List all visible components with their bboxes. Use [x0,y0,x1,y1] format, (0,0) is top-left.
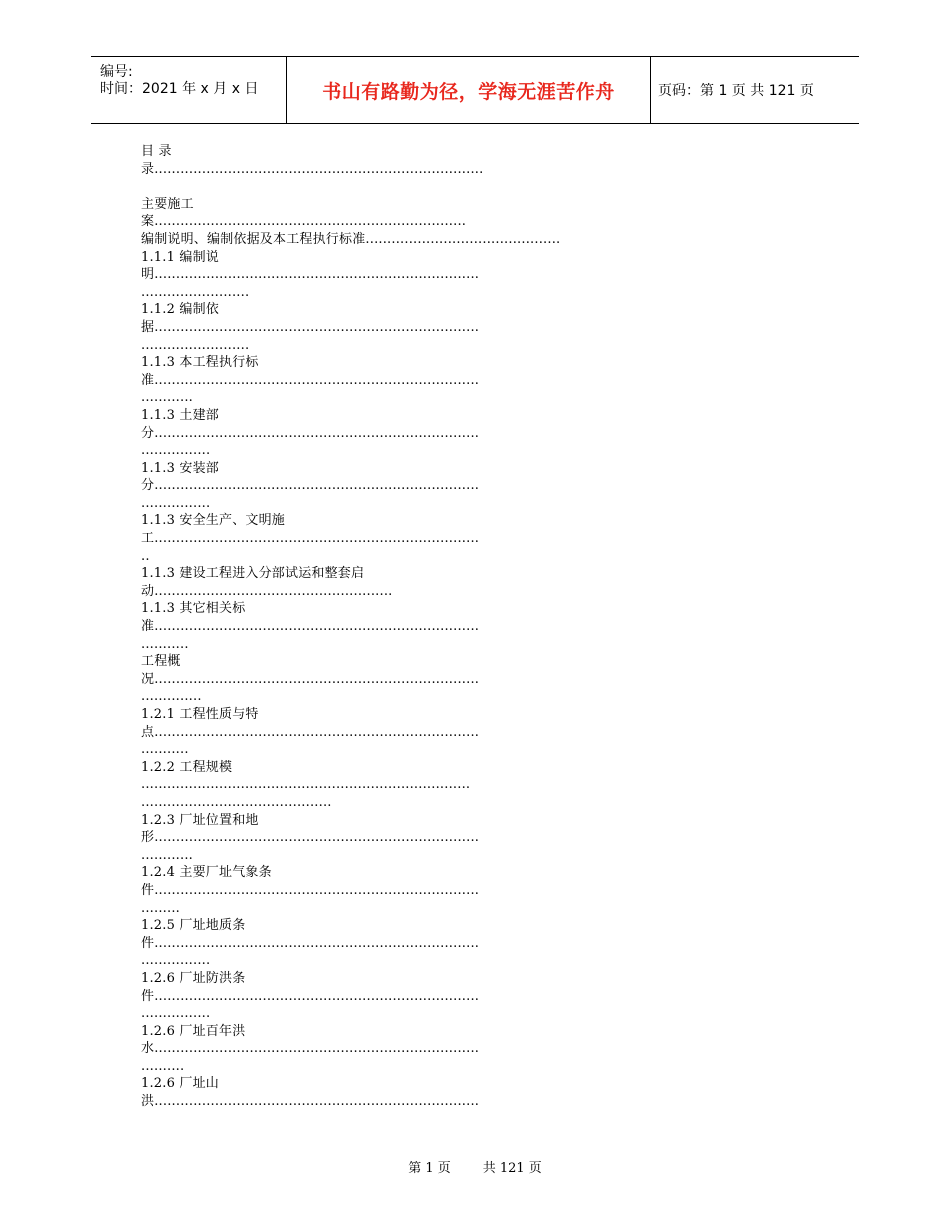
toc-line: 分........................................................................... [141,478,480,494]
toc-line: ........... [141,742,189,758]
toc-line: .............. [141,689,202,705]
toc-line: 1.1.1 编制说 [141,249,220,265]
toc-line: ............ [141,847,193,863]
footer-page-number: 第 1 页 [408,1161,451,1176]
toc-line: ......................... [141,337,250,353]
toc-line: ........... [141,636,189,652]
toc-line: 件........................................................................... [141,935,480,951]
toc-line: 工程概 [141,654,181,670]
toc-line: 案........................................................................ [141,214,467,230]
toc-line: ............................................ [141,794,332,810]
toc-line: 洪........................................................................... [141,1094,480,1110]
toc-line: ............ [141,390,193,406]
table-of-contents [141,143,811,1111]
toc-line: 1.2.5 厂址地质条 [141,918,246,934]
toc-line: 动....................................................... [141,583,393,599]
footer-page-total: 共 121 页 [482,1161,542,1176]
page-footer [0,1157,950,1176]
toc-line: 录............................................................................ [141,161,484,177]
toc-line: .. [141,548,150,564]
toc-line: 1.1.3 建设工程进入分部试运和整套启 [141,566,365,582]
toc-line: 况........................................................................... [141,671,480,687]
toc-line: 件........................................................................... [141,988,480,1004]
toc-line: 形........................................................................... [141,830,480,846]
toc-line [141,178,811,196]
toc-line: 编制说明、编制依据及本工程执行标准............................................. [141,231,561,247]
header-motto-cell [286,57,651,123]
toc-line: 主要施工 [141,196,194,212]
toc-line: 1.2.6 厂址防洪条 [141,970,246,986]
toc-line: 准........................................................................... [141,372,480,388]
toc-line: 1.1.2 编制依 [141,302,220,318]
header-page-cell [649,57,859,123]
toc-line: ......................... [141,284,250,300]
toc-line: ................ [141,1006,211,1022]
toc-line: 1.1.3 土建部 [141,407,220,423]
toc-line: .......... [141,1058,185,1074]
toc-line: 准........................................................................... [141,619,480,635]
toc-line: 1.1.3 其它相关标 [141,601,246,617]
toc-line: 点........................................................................... [141,724,480,740]
header-meta [91,57,286,123]
document-time-label: 时间：2021 年 x 月 x 日 [100,81,259,97]
toc-line: 1.1.3 安全生产、文明施 [141,513,286,529]
toc-line: ................ [141,953,211,969]
toc-line: 1.2.6 厂址百年洪 [141,1023,246,1039]
toc-line: 1.2.2 工程规模 [141,759,233,775]
header-motto: 书山有路勤为径，学海无涯苦作舟 [322,80,615,103]
toc-line: 据........................................................................... [141,319,480,335]
toc-line: 水........................................................................... [141,1041,480,1057]
toc-line: 分........................................................................... [141,425,480,441]
toc-line: 目 录 [141,144,172,159]
toc-line: 1.1.3 本工程执行标 [141,355,259,371]
toc-line: 1.2.1 工程性质与特 [141,707,259,722]
toc-line: 1.1.3 安装部 [141,460,220,476]
page-header [91,56,859,124]
toc-line: ................ [141,495,211,511]
toc-line: 1.2.3 厂址位置和地 [141,812,259,828]
toc-line: 1.2.4 主要厂址气象条 [141,865,272,881]
toc-line: 工........................................................................... [141,531,480,547]
toc-line: ......... [141,900,180,916]
toc-line: 1.2.6 厂址山 [141,1076,220,1092]
toc-line: 明........................................................................... [141,267,480,283]
toc-line: ............................................................................ [141,777,471,793]
document-number-label: 编号: [100,64,133,80]
toc-line: 件........................................................................... [141,882,480,898]
toc-line: ................ [141,443,211,459]
header-page-info: 页码：第 1 页 共 121 页 [658,83,814,99]
